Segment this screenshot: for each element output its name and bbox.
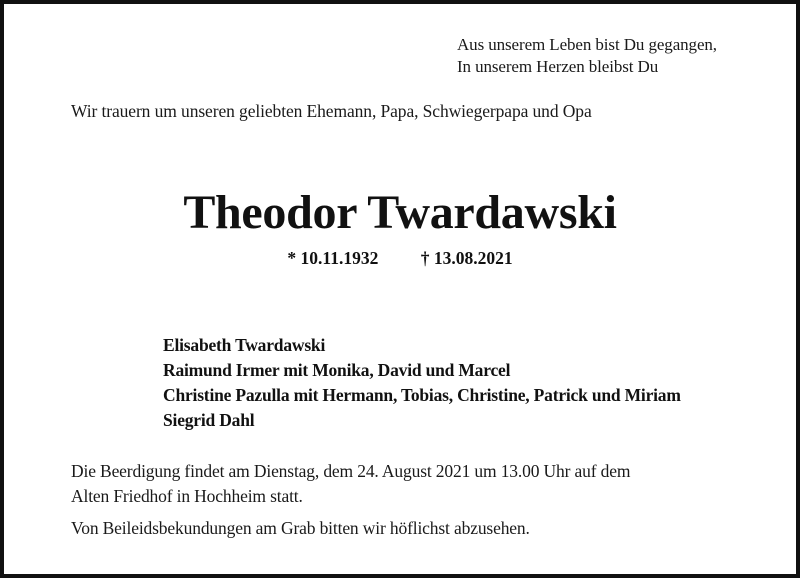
life-dates	[4, 247, 796, 269]
mourners-list	[163, 333, 681, 433]
death-date: † 13.08.2021	[420, 248, 513, 268]
deceased-name: Theodor Twardawski	[183, 186, 617, 239]
birth-date: * 10.11.1932	[287, 248, 379, 268]
mourner-line: Christine Pazulla mit Hermann, Tobias, Christine, Patrick und Miriam	[163, 385, 681, 405]
mourning-intro: Wir trauern um unseren geliebten Ehemann, Papa, Schwiegerpapa und Opa	[71, 101, 592, 121]
mourner-line: Siegrid Dahl	[163, 410, 255, 430]
mourner-line: Raimund Irmer mit Monika, David und Marcel	[163, 360, 511, 380]
funeral-line-2: Alten Friedhof in Hochheim statt.	[71, 486, 303, 506]
funeral-details	[71, 459, 630, 509]
motto-verse	[457, 34, 717, 78]
condolences-note: Von Beileidsbekundungen am Grab bitten wir höflichst abzusehen.	[71, 518, 530, 538]
motto-line-1: Aus unserem Leben bist Du gegangen,	[457, 35, 717, 54]
motto-line-2: In unserem Herzen bleibst Du	[457, 57, 659, 76]
funeral-line-1: Die Beerdigung findet am Dienstag, dem 24. August 2021 um 13.00 Uhr auf dem	[71, 461, 631, 481]
mourner-line: Elisabeth Twardawski	[163, 335, 326, 355]
